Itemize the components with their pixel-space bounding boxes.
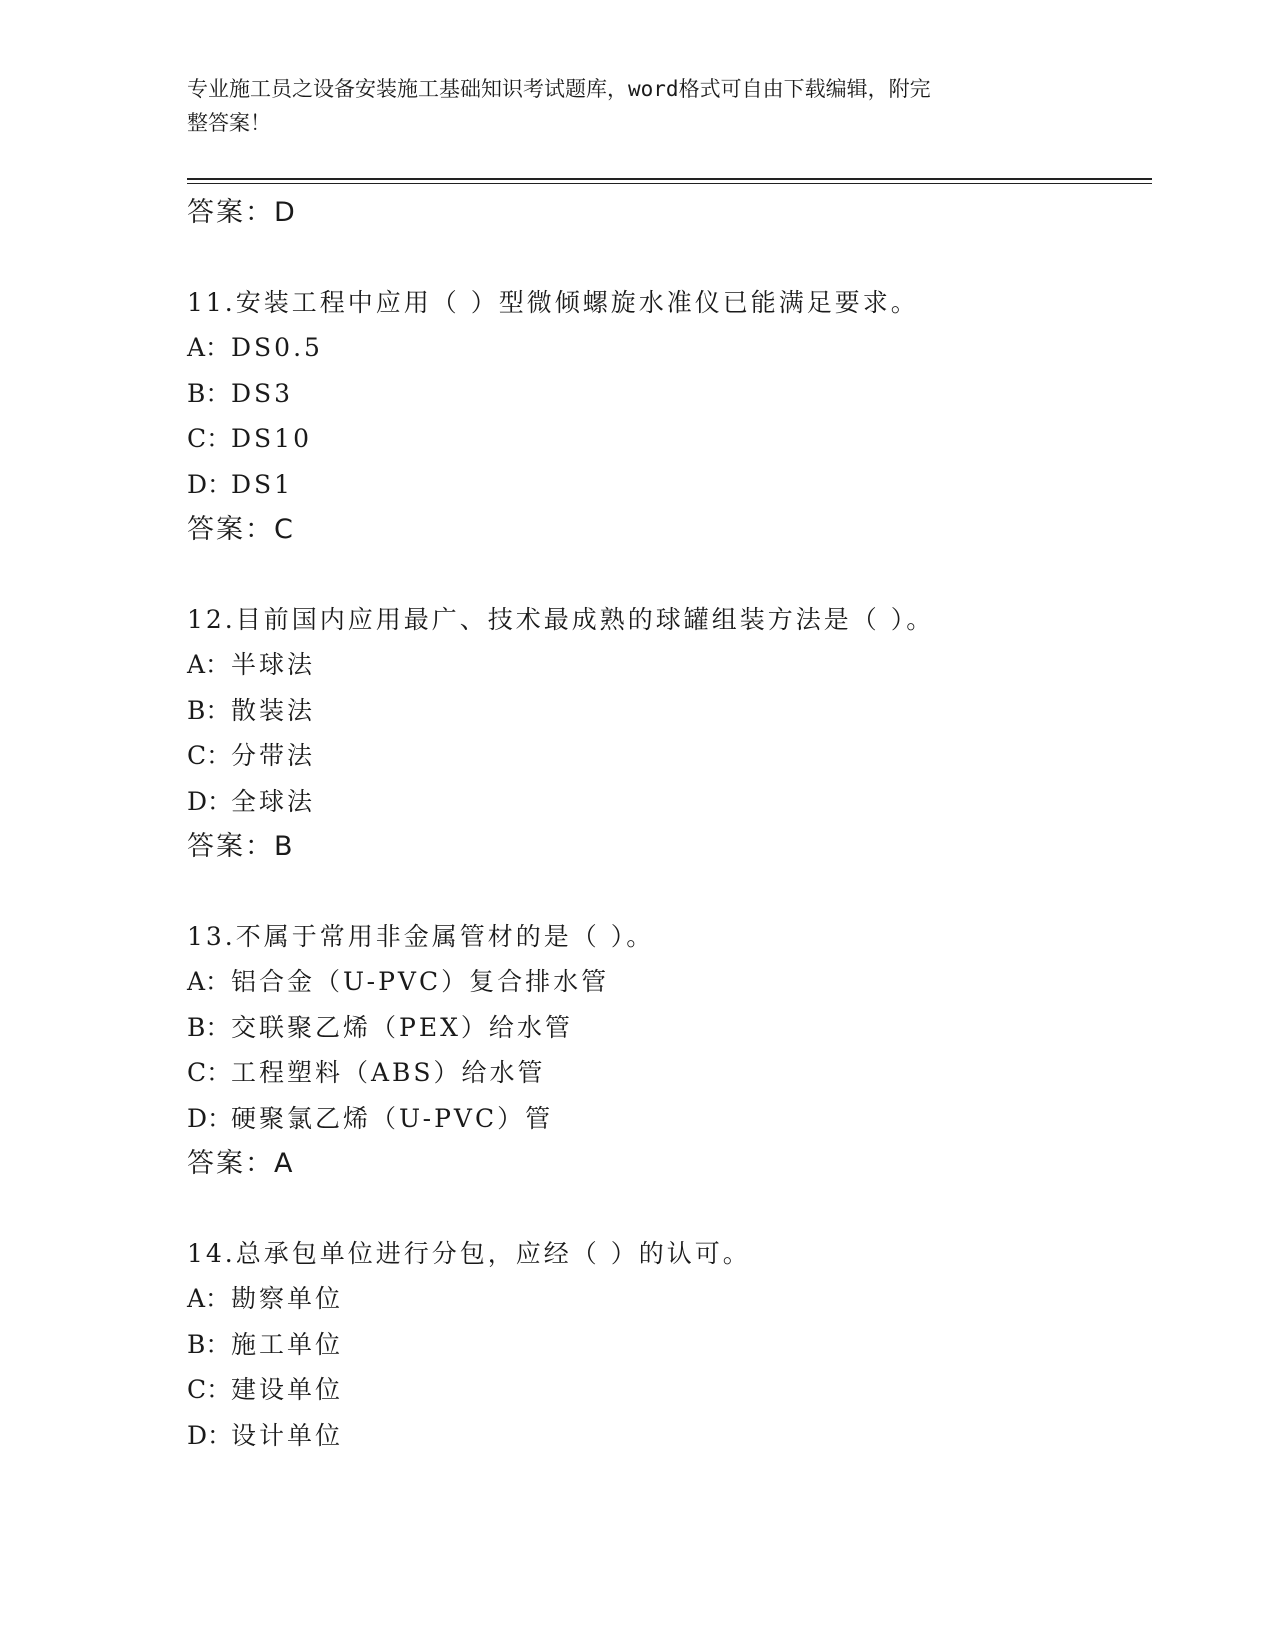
spacer [187,1187,1152,1231]
spacer [187,870,1152,914]
option-b [187,688,1152,734]
question-stem: 13.不属于常用非金属管材的是（ ）。 [187,921,655,951]
option-b [187,1005,1152,1051]
question-block [187,597,1152,870]
document-header [187,72,1067,140]
option-key: A： [187,1284,231,1313]
option-text: 半球法 [231,650,316,679]
option-key: D： [187,469,233,499]
option-key: A： [187,650,231,679]
option-a [187,959,1152,1005]
question-stem: 11.安装工程中应用（ ）型微倾螺旋水准仪已能满足要求。 [187,287,919,317]
option-text: DS1 [231,469,294,499]
option-c [187,1050,1152,1096]
question-answer: 答案：B [187,831,295,862]
option-b [187,371,1152,417]
question-stem: 14.总承包单位进行分包，应经（ ）的认可。 [187,1238,751,1268]
option-c [187,733,1152,779]
option-b [187,1322,1152,1368]
question-block [187,280,1152,553]
option-key: D： [187,1420,233,1450]
option-key: C： [187,424,232,453]
header-rule-thick [187,178,1152,180]
option-d [187,462,1152,508]
option-text: 散装法 [231,695,316,725]
option-key: B： [187,1012,231,1042]
question-block [187,914,1152,1187]
option-d [187,1096,1152,1142]
option-text: DS3 [231,378,294,408]
option-key: B： [187,378,231,408]
question-answer: 答案：C [187,514,295,545]
option-text: 施工单位 [231,1329,344,1359]
spacer [187,236,1152,280]
option-a [187,642,1152,688]
option-text: DS0.5 [231,333,323,362]
option-d [187,779,1152,825]
spacer [187,553,1152,597]
previous-answer: 答案：D [187,197,297,228]
option-key: C： [187,1375,232,1404]
option-text: 铝合金（U-PVC）复合排水管 [231,967,610,996]
option-key: D： [187,1103,233,1133]
option-key: A： [187,967,231,996]
option-text: 勘察单位 [231,1284,344,1313]
option-key: C： [187,741,232,770]
option-key: B： [187,695,231,725]
option-c [187,1367,1152,1413]
option-text: 工程塑料（ABS）给水管 [231,1058,546,1087]
question-answer: 答案：A [187,1148,295,1179]
option-text: 全球法 [231,786,316,816]
header-rule-thin [187,183,1152,184]
option-text: 建设单位 [231,1375,344,1404]
option-a [187,1276,1152,1322]
header-line-2: 整答案！ [187,111,271,135]
option-text: DS10 [231,424,312,453]
option-d [187,1413,1152,1459]
option-text: 硬聚氯乙烯（U-PVC）管 [231,1103,554,1133]
option-a [187,325,1152,371]
option-text: 设计单位 [231,1420,344,1450]
option-key: B： [187,1329,231,1359]
option-text: 分带法 [231,741,316,770]
option-text: 交联聚乙烯（PEX）给水管 [231,1012,573,1042]
question-list [187,190,1152,1458]
option-key: D： [187,786,233,816]
option-key: C： [187,1058,232,1087]
option-c [187,416,1152,462]
option-key: A： [187,333,231,362]
question-block [187,1231,1152,1459]
header-line-1: 专业施工员之设备安装施工基础知识考试题库，word格式可自由下载编辑，附完 [187,77,931,101]
question-stem: 12.目前国内应用最广、技术最成熟的球罐组装方法是（ ）。 [187,604,935,634]
